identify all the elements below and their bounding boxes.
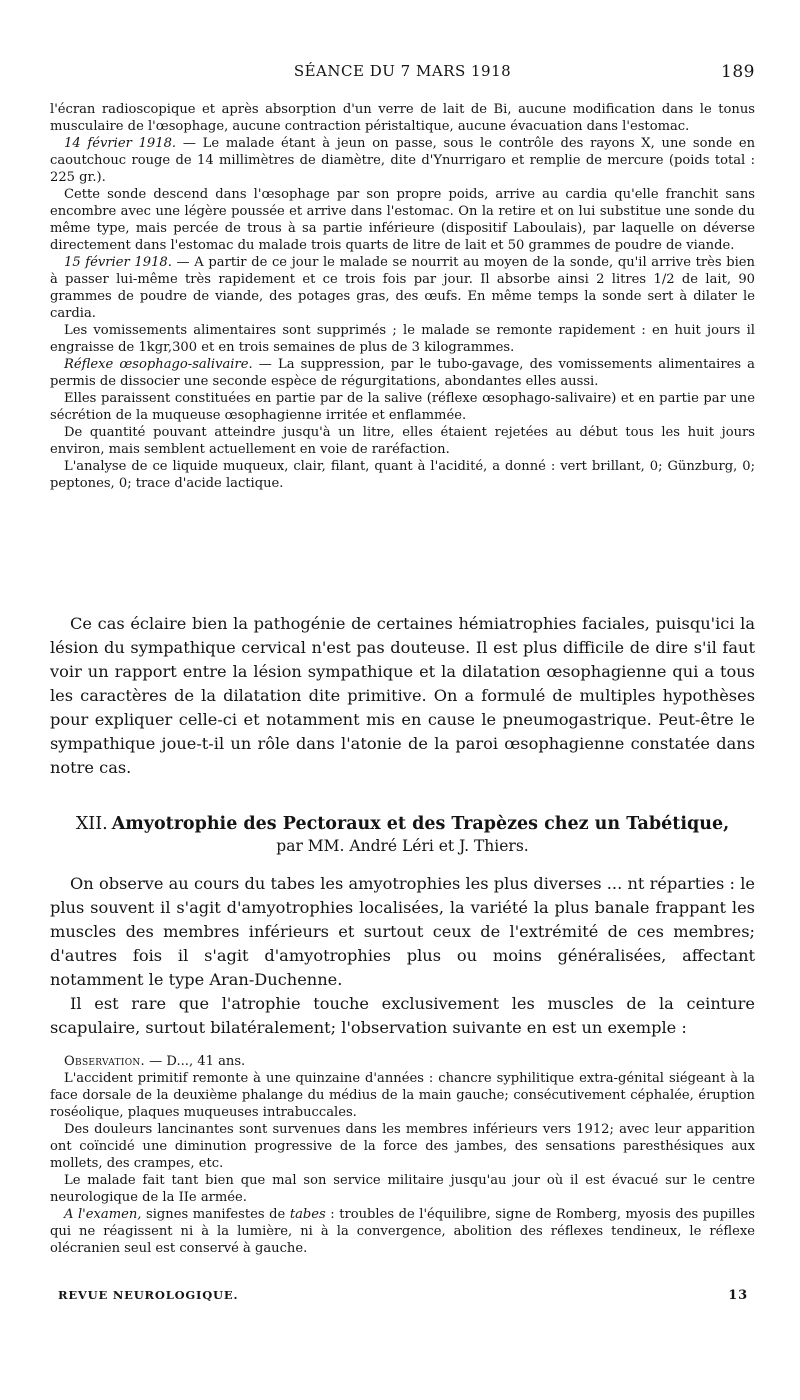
paragraph: Il est rare que l'atrophie touche exclusivement les muscles de la ceinture scapulaire, surtout bilatéralement; l'observation suivante en est un exemple : [50, 994, 755, 1037]
paragraph: Ce cas éclaire bien la pathogénie de certaines hémiatrophies faciales, puisqu'ici la lésion du sympathique cervical n'est pas douteuse. Il est plus difficile de dire s'il faut voir un rapport entre la lésion sympathique et la dilatation œsophagienne qui a tous les caractères de la dilatation dite primitive. On a formulé de multiples hypothèses pour expliquer celle-ci et notamment mis en cause le pneumogastrique. Peut-être le sympathique joue-t-il un rôle dans l'atonie de la paroi œsophagienne constatée dans notre cas. [50, 614, 755, 777]
tabes-term: tabes [289, 1207, 326, 1222]
subsection-label: Réflexe œsophago-salivaire. [64, 357, 253, 372]
section-title [50, 812, 755, 836]
paragraph [50, 356, 755, 390]
paragraph-text: — A partir de ce jour le malade se nourrit au moyen de la sonde, qu'il arrive très bien à passer lui-même très rapidement et ce trois fois par jour. Il absorbe ainsi 2 litres 1/2 de lait, 90 grammes de poudre de viande, des potages gras, des œufs. En même temps la sonde sert à dilater le cardia. [50, 255, 755, 321]
running-title: SÉANCE DU 7 MARS 1918 [293, 62, 512, 80]
paragraph: Les vomissements alimentaires sont supprimés ; le malade se remonte rapidement : en huit jours il engraisse de 1kgr,300 et en trois semaines de plus de 3 kilogrammes. [50, 323, 755, 355]
paragraph [50, 1053, 755, 1070]
case-report-block [50, 101, 755, 492]
observation-label: Observation. [64, 1054, 146, 1069]
date-label: 14 février 1918. [64, 136, 177, 151]
paragraph [50, 254, 755, 322]
paragraph-text: signes manifestes de [141, 1207, 290, 1222]
date-label: 15 février 1918. [64, 255, 172, 270]
journal-name: REVUE NEUROLOGIQUE. [58, 1288, 239, 1302]
paragraph-text: : troubles de l'équilibre, signe de Romberg, myosis des pupilles qui ne réagissent ni à la lumière, ni à la convergence, abolition des réflexes tendineux, le réflexe olécranien seul est conservé à gauche. [50, 1207, 755, 1256]
paragraph-text: — D..., 41 ans. [145, 1054, 246, 1069]
page-footer [58, 1288, 748, 1308]
paragraph: Elles paraissent constituées en partie par de la salive (réflexe œsophago-salivaire) et en partie par une sécrétion de la muqueuse œsophagienne irritée et enflammée. [50, 391, 755, 423]
section-title-text: Amyotrophie des Pectoraux et des Trapèzes chez un Tabétique, [111, 814, 730, 834]
introduction-block [50, 872, 755, 1040]
discussion-block [50, 612, 755, 780]
paragraph: L'analyse de ce liquide muqueux, clair, filant, quant à l'acidité, a donné : vert brillant, 0; Günzburg, 0; peptones, 0; trace d'acide lactique. [50, 459, 755, 491]
paragraph: Le malade fait tant bien que mal son service militaire jusqu'au jour où il est évacué sur le centre neurologique de la IIe armée. [50, 1173, 755, 1205]
paragraph [50, 135, 755, 186]
paragraph-text: — Le malade étant à jeun on passe, sous le contrôle des rayons X, une sonde en caoutchouc rouge de 14 millimètres de diamètre, dite d'Ynurrigaro et remplie de mercure (poids total : 225 gr.). [50, 136, 755, 185]
paragraph: On observe au cours du tabes les amyotrophies les plus diverses ... nt réparties : le plus souvent il s'agit d'amyotrophies localisées, la variété la plus banale frappant les muscles des membres inférieurs et surtout ceux de l'extrémité de ces membres; d'autres fois il s'agit d'amyotrophies plus ou moins généralisées, affectant notamment le type Aran-Duchenne. [50, 874, 755, 989]
paragraph-text: — La suppression, par le tubo-gavage, des vomissements alimentaires a permis de dissocier une seconde espèce de régurgitations, abondantes elles aussi. [50, 357, 755, 389]
paragraph: De quantité pouvant atteindre jusqu'à un litre, elles étaient rejetées au début tous les huit jours environ, mais semblent actuellement en voie de raréfaction. [50, 425, 755, 457]
signature-mark: 13 [728, 1288, 748, 1303]
paragraph: Des douleurs lancinantes sont survenues dans les membres inférieurs vers 1912; avec leur apparition ont coïncidé une diminution progressive de la force des jambes, des sensations paresthésiques aux mollets, des crampes, etc. [50, 1122, 755, 1171]
page-number: 189 [721, 62, 755, 82]
paragraph: L'accident primitif remonte à une quinzaine d'années : chancre syphilitique extra-génital siégeant à la face dorsale de la deuxième phalange du médius de la main gauche; consécutivement céphalée, éruption roséolique, plaques muqueuses intrabuccales. [50, 1071, 755, 1120]
section-number: XII. [75, 814, 108, 834]
page-header [50, 62, 755, 84]
paragraph [50, 1206, 755, 1257]
examination-label: A l'examen, [64, 1207, 142, 1222]
paragraph: l'écran radioscopique et après absorption d'un verre de lait de Bi, aucune modification dans le tonus musculaire de l'œsophage, aucune contraction péristaltique, aucune évacuation dans l'estomac. [50, 102, 755, 134]
paragraph: Cette sonde descend dans l'œsophage par son propre poids, arrive au cardia qu'elle franchit sans encombre avec une légère poussée et arrive dans l'estomac. On la retire et on lui substitue une sonde du même type, mais percée de trous à sa partie inférieure (dispositif Laboulais), par laquelle on déverse directement dans l'estomac du malade trois quarts de litre de lait et 50 grammes de poudre de viande. [50, 187, 755, 253]
observation-block [50, 1053, 755, 1257]
section-authors: par MM. André Léri et J. Thiers. [276, 837, 529, 855]
